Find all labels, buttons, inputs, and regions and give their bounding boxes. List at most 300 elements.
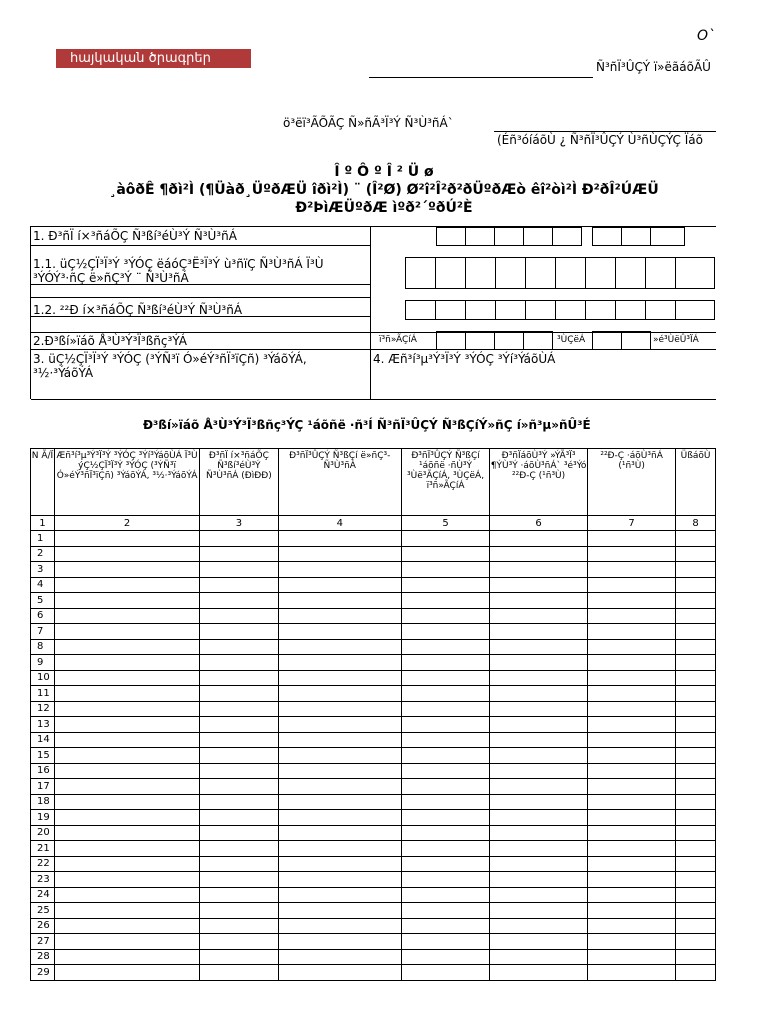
table-cell[interactable]	[490, 825, 588, 841]
table-cell[interactable]	[278, 965, 401, 981]
table-row	[31, 763, 716, 779]
table-cell[interactable]	[401, 624, 489, 640]
table-cell[interactable]	[676, 810, 716, 826]
table-cell[interactable]	[200, 546, 278, 562]
table-cell[interactable]	[200, 856, 278, 872]
table-cell[interactable]	[401, 763, 489, 779]
table-cell[interactable]	[54, 934, 199, 950]
table-cell[interactable]	[401, 949, 489, 965]
table-cell[interactable]	[676, 546, 716, 562]
row-number: 28	[31, 949, 55, 965]
table-cell[interactable]	[676, 577, 716, 593]
table-cell[interactable]	[54, 562, 199, 578]
table-cell[interactable]	[490, 577, 588, 593]
table-cell[interactable]	[490, 701, 588, 717]
table-cell[interactable]	[490, 934, 588, 950]
table-row	[31, 748, 716, 764]
table-cell[interactable]	[490, 903, 588, 919]
table-cell[interactable]	[588, 918, 676, 934]
table-cell[interactable]	[200, 779, 278, 795]
table-cell[interactable]	[401, 593, 489, 609]
table-row	[31, 593, 716, 609]
table-cell[interactable]	[278, 841, 401, 857]
table-cell[interactable]	[54, 608, 199, 624]
table-cell[interactable]	[676, 701, 716, 717]
table-cell[interactable]	[401, 546, 489, 562]
tax-authority-label: Ñ³ñÏ³ÛÇÝ ï»ëãáõÃÛ	[596, 60, 711, 74]
passport-label: 1.1. üÇ½ÇÏ³Ï³Ý ³ÝÓÇ ëáóÇ³Ë³Ï³Ý ù³ñïÇ Ñ³Ù³ñÁ Ï³Ù ³ÝÓÝ³·ñÇ ë»ñÇ³Ý ¨ Ñ³Ù³ñÁ	[33, 257, 324, 285]
table-cell[interactable]	[401, 856, 489, 872]
row-number: 20	[31, 825, 55, 841]
table-cell[interactable]	[401, 701, 489, 717]
col-header-note: ÜßáõÙ	[676, 449, 716, 516]
table-cell[interactable]	[54, 810, 199, 826]
table-cell[interactable]	[588, 624, 676, 640]
table-cell[interactable]	[588, 562, 676, 578]
table-cell[interactable]	[200, 670, 278, 686]
table-cell[interactable]	[490, 794, 588, 810]
table-cell[interactable]	[588, 934, 676, 950]
vat-id-label: 1.2. ²²Ð í×³ñáÕÇ Ñ³ßí³éÙ³Ý Ñ³Ù³ñÁ	[33, 303, 243, 317]
table-cell[interactable]	[401, 686, 489, 702]
table-cell[interactable]	[54, 872, 199, 888]
period-month-label: ³ÙÇëÁ	[557, 335, 586, 345]
entity-name-label: 4. Æñ³í³µ³Ý³Ï³Ý ³ÝÓÇ ³Ýí³ÝáõÙÁ	[373, 352, 556, 366]
table-cell[interactable]	[588, 686, 676, 702]
table-cell[interactable]	[588, 965, 676, 981]
row-number: 16	[31, 763, 55, 779]
col-header-index: N Ã/Ï	[31, 449, 55, 516]
table-row	[31, 856, 716, 872]
row-number: 4	[31, 577, 55, 593]
row-number: 11	[31, 686, 55, 702]
table-row	[31, 701, 716, 717]
table-row	[31, 670, 716, 686]
table-cell[interactable]	[676, 841, 716, 857]
table-cell[interactable]	[200, 918, 278, 934]
column-number: 1	[31, 516, 55, 531]
reporting-period-label: 2.Ð³ßí»ïáõ Å³Ù³Ý³Ï³ßñç³ÝÁ	[33, 334, 187, 348]
table-cell[interactable]	[676, 732, 716, 748]
table-cell[interactable]	[54, 825, 199, 841]
table-cell[interactable]	[588, 577, 676, 593]
table-cell[interactable]	[200, 794, 278, 810]
row-number: 18	[31, 794, 55, 810]
col-header-name: Æñ³í³µ³Ý³Ï³Ý ³ÝÓÇ ³Ýí³ÝáõÙÁ Ï³Ù ýÇ½ÇÏ³Ï³Ý ³ÝÓÇ (³ÝÑ³ï Ó»éÝ³ñÏ³ïÇñ) ³ÝáõÝÁ, ³½·³ÝáõÝÁ	[54, 449, 199, 516]
table-cell[interactable]	[401, 872, 489, 888]
table-cell[interactable]	[588, 748, 676, 764]
table-cell[interactable]	[278, 794, 401, 810]
table-row	[31, 841, 716, 857]
table-cell[interactable]	[54, 856, 199, 872]
col-header-taxpayer-id: Ð³ñÏ í×³ñáÕÇ Ñ³ßí³éÙ³Ý Ñ³Ù³ñÁ (ÐìÐÐ)	[200, 449, 278, 516]
table-cell[interactable]	[278, 949, 401, 965]
table-cell[interactable]	[401, 531, 489, 547]
document-number-hint: (Éñ³óíáõÙ ¿ Ñ³ñÏ³ÛÇÝ Ù³ñÙÇÝÇ Ïáõ	[497, 133, 703, 147]
table-body	[31, 531, 716, 981]
taxpayer-id-label: 1. Ð³ñÏ í×³ñáÕÇ Ñ³ßí³éÙ³Ý Ñ³Ù³ñÁ	[33, 229, 237, 243]
table-row	[31, 531, 716, 547]
table-cell[interactable]	[54, 531, 199, 547]
table-cell[interactable]	[200, 748, 278, 764]
table-row	[31, 872, 716, 888]
table-cell[interactable]	[401, 965, 489, 981]
table-cell[interactable]	[200, 593, 278, 609]
table-cell[interactable]	[401, 903, 489, 919]
table-cell[interactable]	[278, 593, 401, 609]
table-cell[interactable]	[490, 965, 588, 981]
table-cell[interactable]	[278, 810, 401, 826]
table-row	[31, 810, 716, 826]
table-row	[31, 686, 716, 702]
table-cell[interactable]	[54, 779, 199, 795]
table-cell[interactable]	[200, 763, 278, 779]
table-cell[interactable]	[278, 856, 401, 872]
col-header-invoice-series: Ð³ñÏ³ÛÇÝ Ñ³ßÇí ë»ñÇ³-Ñ³Ù³ñÁ	[278, 449, 401, 516]
form-title-line-1: Î º Ô º Î ² Ü ø	[334, 164, 434, 180]
table-cell[interactable]	[401, 562, 489, 578]
table-row	[31, 825, 716, 841]
table-cell[interactable]	[588, 794, 676, 810]
table-cell[interactable]	[588, 639, 676, 655]
table-cell[interactable]	[278, 732, 401, 748]
table-cell[interactable]	[401, 670, 489, 686]
table-cell[interactable]	[490, 639, 588, 655]
table-cell[interactable]	[54, 918, 199, 934]
row-number: 21	[31, 841, 55, 857]
table-header-row	[31, 449, 716, 516]
table-cell[interactable]	[54, 903, 199, 919]
row-number: 15	[31, 748, 55, 764]
col-header-taxable-amount: Ð³ñÏáõÙ³Ý »ÝÃ³Ï³ ¶ÝÙ³Ý ·áõÙ³ñÁ` ³é³Ýó ²²Ð-Ç (¹ñ³Ù)	[490, 449, 588, 516]
table-cell[interactable]	[676, 593, 716, 609]
table-cell[interactable]	[200, 531, 278, 547]
table-cell[interactable]	[401, 732, 489, 748]
table-cell[interactable]	[200, 639, 278, 655]
table-cell[interactable]	[200, 732, 278, 748]
table-cell[interactable]	[278, 686, 401, 702]
table-cell[interactable]	[588, 887, 676, 903]
table-cell[interactable]	[278, 717, 401, 733]
table-cell[interactable]	[278, 903, 401, 919]
table-cell[interactable]	[676, 779, 716, 795]
table-cell[interactable]	[490, 608, 588, 624]
column-number: 7	[588, 516, 676, 531]
row-number: 12	[31, 701, 55, 717]
table-row	[31, 562, 716, 578]
table-cell[interactable]	[200, 887, 278, 903]
table-cell[interactable]	[588, 763, 676, 779]
table-cell[interactable]	[490, 856, 588, 872]
table-row	[31, 546, 716, 562]
table-cell[interactable]	[676, 949, 716, 965]
table-cell[interactable]	[54, 546, 199, 562]
table-cell[interactable]	[278, 655, 401, 671]
row-number: 13	[31, 717, 55, 733]
table-cell[interactable]	[200, 562, 278, 578]
table-cell[interactable]	[490, 763, 588, 779]
table-cell[interactable]	[200, 965, 278, 981]
table-cell[interactable]	[676, 562, 716, 578]
table-cell[interactable]	[401, 608, 489, 624]
table-cell[interactable]	[401, 717, 489, 733]
table-cell[interactable]	[490, 531, 588, 547]
table-cell[interactable]	[54, 732, 199, 748]
table-cell[interactable]	[676, 624, 716, 640]
table-cell[interactable]	[54, 655, 199, 671]
column-number: 6	[490, 516, 588, 531]
table-cell[interactable]	[200, 934, 278, 950]
table-cell[interactable]	[588, 608, 676, 624]
row-number: 9	[31, 655, 55, 671]
col-header-vat-amount: ²²Ð-Ç ·áõÙ³ñÁ (¹ñ³Ù)	[588, 449, 676, 516]
table-cell[interactable]	[588, 779, 676, 795]
column-number: 5	[401, 516, 489, 531]
table-cell[interactable]	[588, 546, 676, 562]
table-cell[interactable]	[278, 918, 401, 934]
table-cell[interactable]	[676, 717, 716, 733]
table-row	[31, 934, 716, 950]
table-cell[interactable]	[200, 903, 278, 919]
table-row	[31, 732, 716, 748]
row-number: 22	[31, 856, 55, 872]
table-row	[31, 655, 716, 671]
row-number: 23	[31, 872, 55, 888]
table-cell[interactable]	[588, 531, 676, 547]
table-row	[31, 717, 716, 733]
table-cell[interactable]	[676, 903, 716, 919]
table-cell[interactable]	[490, 872, 588, 888]
table-cell[interactable]	[588, 593, 676, 609]
column-number-row	[31, 516, 716, 531]
table-cell[interactable]	[54, 794, 199, 810]
table-cell[interactable]	[278, 825, 401, 841]
table-cell[interactable]	[54, 701, 199, 717]
table-cell[interactable]	[200, 872, 278, 888]
table-row	[31, 577, 716, 593]
table-title: Ð³ßí»ïáõ Å³Ù³Ý³Ï³ßñç³ÝÇ ¹áõñë ·ñ³Í Ñ³ñÏ³ÛÇÝ Ñ³ßÇíÝ»ñÇ í»ñ³µ»ñÛ³É	[143, 418, 591, 432]
row-number: 6	[31, 608, 55, 624]
table-cell[interactable]	[401, 577, 489, 593]
table-cell[interactable]	[278, 701, 401, 717]
table-cell[interactable]	[278, 887, 401, 903]
table-cell[interactable]	[54, 887, 199, 903]
table-cell[interactable]	[54, 763, 199, 779]
table-cell[interactable]	[676, 965, 716, 981]
table-cell[interactable]	[54, 577, 199, 593]
table-cell[interactable]	[278, 639, 401, 655]
table-cell[interactable]	[676, 794, 716, 810]
table-cell[interactable]	[200, 624, 278, 640]
table-cell[interactable]	[54, 949, 199, 965]
table-cell[interactable]	[588, 872, 676, 888]
table-cell[interactable]	[490, 779, 588, 795]
table-cell[interactable]	[200, 655, 278, 671]
table-cell[interactable]	[278, 608, 401, 624]
taxpayer-info-block	[30, 226, 716, 399]
column-number: 3	[200, 516, 278, 531]
table-cell[interactable]	[588, 717, 676, 733]
row-number: 1	[31, 531, 55, 547]
brand-logo: հայկական ծրագրեր	[56, 49, 251, 68]
signature-line[interactable]	[369, 77, 593, 78]
table-cell[interactable]	[278, 779, 401, 795]
table-cell[interactable]	[676, 531, 716, 547]
table-row	[31, 903, 716, 919]
table-cell[interactable]	[54, 639, 199, 655]
table-cell[interactable]	[676, 872, 716, 888]
table-cell[interactable]	[54, 593, 199, 609]
row-number: 17	[31, 779, 55, 795]
table-cell[interactable]	[54, 624, 199, 640]
table-cell[interactable]	[278, 546, 401, 562]
table-cell[interactable]	[54, 670, 199, 686]
table-cell[interactable]	[278, 531, 401, 547]
table-cell[interactable]	[588, 810, 676, 826]
table-cell[interactable]	[200, 577, 278, 593]
table-cell[interactable]	[200, 686, 278, 702]
period-quarter-label: »é³ÙëÛ³ÏÁ	[653, 335, 699, 345]
table-cell[interactable]	[588, 856, 676, 872]
invoices-table	[30, 448, 716, 981]
table-cell[interactable]	[278, 670, 401, 686]
table-cell[interactable]	[401, 639, 489, 655]
column-number: 8	[676, 516, 716, 531]
table-cell[interactable]	[54, 841, 199, 857]
column-number: 4	[278, 516, 401, 531]
table-cell[interactable]	[278, 562, 401, 578]
table-cell[interactable]	[200, 701, 278, 717]
table-cell[interactable]	[490, 593, 588, 609]
table-cell[interactable]	[588, 825, 676, 841]
table-cell[interactable]	[54, 717, 199, 733]
row-number: 14	[31, 732, 55, 748]
table-cell[interactable]	[490, 732, 588, 748]
table-cell[interactable]	[588, 949, 676, 965]
row-number: 3	[31, 562, 55, 578]
table-cell[interactable]	[588, 732, 676, 748]
table-cell[interactable]	[676, 670, 716, 686]
table-cell[interactable]	[490, 949, 588, 965]
row-number: 5	[31, 593, 55, 609]
table-row	[31, 918, 716, 934]
table-cell[interactable]	[490, 887, 588, 903]
table-cell[interactable]	[401, 748, 489, 764]
table-row	[31, 779, 716, 795]
individual-name-label: 3. üÇ½ÇÏ³Ï³Ý ³ÝÓÇ (³ÝÑ³ï Ó»éÝ³ñÏ³ïÇñ) ³ÝáõÝÁ, ³½·³ÝáõÝÁ	[33, 352, 307, 380]
table-cell[interactable]	[490, 686, 588, 702]
table-row	[31, 965, 716, 981]
table-cell[interactable]	[278, 624, 401, 640]
row-number: 25	[31, 903, 55, 919]
table-cell[interactable]	[278, 577, 401, 593]
row-number: 10	[31, 670, 55, 686]
table-cell[interactable]	[278, 748, 401, 764]
table-cell[interactable]	[54, 686, 199, 702]
row-number: 27	[31, 934, 55, 950]
row-number: 19	[31, 810, 55, 826]
table-cell[interactable]	[676, 655, 716, 671]
table-cell[interactable]	[588, 655, 676, 671]
table-cell[interactable]	[200, 810, 278, 826]
corner-mark: Օ`	[697, 28, 716, 44]
table-cell[interactable]	[401, 779, 489, 795]
table-row	[31, 624, 716, 640]
table-cell[interactable]	[676, 748, 716, 764]
table-cell[interactable]	[490, 624, 588, 640]
table-cell[interactable]	[278, 763, 401, 779]
table-cell[interactable]	[401, 918, 489, 934]
table-cell[interactable]	[200, 841, 278, 857]
table-cell[interactable]	[490, 670, 588, 686]
table-cell[interactable]	[401, 794, 489, 810]
table-cell[interactable]	[676, 825, 716, 841]
table-cell[interactable]	[54, 965, 199, 981]
table-cell[interactable]	[54, 748, 199, 764]
table-cell[interactable]	[200, 825, 278, 841]
period-year-label: ï³ñ»ÃÇíÁ	[379, 335, 417, 345]
table-row	[31, 794, 716, 810]
table-row	[31, 639, 716, 655]
table-cell[interactable]	[676, 856, 716, 872]
table-cell[interactable]	[676, 608, 716, 624]
table-cell[interactable]	[490, 841, 588, 857]
table-cell[interactable]	[490, 655, 588, 671]
table-cell[interactable]	[676, 918, 716, 934]
table-cell[interactable]	[200, 608, 278, 624]
table-row	[31, 887, 716, 903]
form-title-line-3: Ð²ÞìÆÜºðÆ ìºð²´ºðÚ²È	[295, 200, 473, 216]
document-number-label: ö³ëï³ÃÕÃÇ Ñ»ñÃ³Ï³Ý Ñ³Ù³ñÁ`	[283, 116, 454, 130]
table-cell[interactable]	[401, 810, 489, 826]
document-number-line[interactable]	[494, 131, 716, 132]
table-cell[interactable]	[401, 655, 489, 671]
table-cell[interactable]	[490, 918, 588, 934]
table-cell[interactable]	[401, 934, 489, 950]
table-cell[interactable]	[676, 934, 716, 950]
row-number: 8	[31, 639, 55, 655]
table-cell[interactable]	[490, 717, 588, 733]
table-cell[interactable]	[676, 763, 716, 779]
table-cell[interactable]	[588, 903, 676, 919]
form-title-line-2: ¸àôðÊ ¶ðì²Ì (¶Üàð¸ÜºðÆÜ îðì²Ì) ¨ (Î²Ø) Ø²î²Î²ð²ðÜºðÆò êî²òì²Ì Ð²ðÎ²ÚÆÜ	[109, 182, 659, 198]
row-number: 7	[31, 624, 55, 640]
table-cell[interactable]	[676, 639, 716, 655]
table-cell[interactable]	[676, 686, 716, 702]
table-cell[interactable]	[490, 546, 588, 562]
table-cell[interactable]	[401, 841, 489, 857]
table-cell[interactable]	[200, 949, 278, 965]
col-header-invoice-date: Ð³ñÏ³ÛÇÝ Ñ³ßÇí ¹áõñë ·ñÙ³Ý ³Ùë³ÃÇíÁ, ³ÙÇëÁ, ï³ñ»ÃÇíÁ	[401, 449, 489, 516]
table-cell[interactable]	[490, 562, 588, 578]
table-row	[31, 949, 716, 965]
table-cell[interactable]	[588, 701, 676, 717]
table-cell[interactable]	[278, 934, 401, 950]
table-cell[interactable]	[490, 810, 588, 826]
table-cell[interactable]	[200, 717, 278, 733]
table-cell[interactable]	[401, 825, 489, 841]
table-cell[interactable]	[278, 872, 401, 888]
row-number: 24	[31, 887, 55, 903]
table-cell[interactable]	[588, 841, 676, 857]
column-number: 2	[54, 516, 199, 531]
table-cell[interactable]	[676, 887, 716, 903]
row-number: 2	[31, 546, 55, 562]
table-cell[interactable]	[490, 748, 588, 764]
table-cell[interactable]	[588, 670, 676, 686]
row-number: 29	[31, 965, 55, 981]
table-cell[interactable]	[401, 887, 489, 903]
